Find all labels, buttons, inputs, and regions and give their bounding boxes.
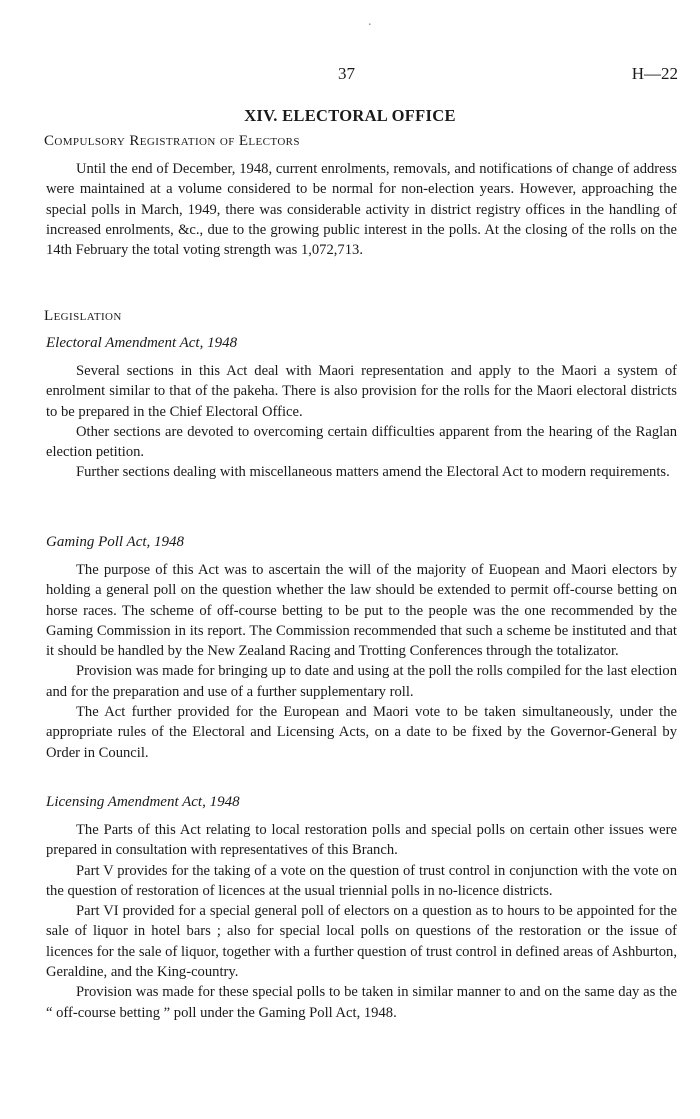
paragraph: The Parts of this Act relating to local restoration polls and special polls on certain other issues were prepared in consultation with representatives of this Branch. bbox=[46, 822, 677, 859]
section-heading: Compulsory Registration of Electors bbox=[44, 133, 300, 149]
section-licensing-amendment-act bbox=[46, 794, 677, 1023]
paragraph: Several sections in this Act deal with Maori representation and apply to the Maori a system of enrolment similar to that of the pakeha. There is also provision for the rolls for the Maori electoral districts to be prepared in the Chief Electoral Office. bbox=[46, 363, 677, 420]
paragraph: The purpose of this Act was to ascertain the will of the majority of Euopean and Maori electors by holding a general poll on the question whether the law should be extended to permit off-course betting on horse races. The scheme of off-course betting to be put to the people was the one recommended by the Gaming Commission in its report. The Commission recommended that such a scheme be instituted and that it should be handled by the New Zealand Racing and Trotting Conferences through the totalizator. bbox=[46, 562, 677, 660]
document-code: H—22 bbox=[631, 64, 678, 83]
paragraph: The Act further provided for the European and Maori vote to be taken simultaneously, under the appropriate rules of the Electoral and Licensing Acts, on a date to be fixed by the Governor-General by Order in Council. bbox=[46, 704, 677, 761]
paragraph: Other sections are devoted to overcoming certain difficulties apparent from the hearing of the Raglan election petition. bbox=[46, 423, 677, 461]
subsection-heading: Electoral Amendment Act, 1948 bbox=[46, 335, 238, 351]
section-gaming-poll-act bbox=[46, 534, 677, 763]
page-number: 37 bbox=[338, 64, 355, 83]
subsection-heading: Gaming Poll Act, 1948 bbox=[46, 534, 185, 550]
section-compulsory-registration bbox=[46, 133, 677, 260]
paragraph: Part V provides for the taking of a vote on the question of trust control in conjunction with the vote on the question of restoration of licences at the usual triennial polls in no-licence districts. bbox=[46, 862, 677, 899]
section-legislation bbox=[46, 308, 677, 325]
section-electoral-amendment-act bbox=[46, 335, 677, 483]
section-heading: Legislation bbox=[44, 308, 122, 324]
page-title: XIV. ELECTORAL OFFICE bbox=[244, 106, 456, 125]
paragraph: Part VI provided for a special general poll of electors on a question as to hours to be appointed for the sale of liquor in hotel bars ; also for special local polls on questions of the restoration or the issue of licences for the sale of liquor, together with a further question of trust control in defined areas of Ashburton, Geraldine, and the King-country. bbox=[46, 903, 677, 981]
subsection-heading: Licensing Amendment Act, 1948 bbox=[46, 794, 240, 810]
paragraph: Until the end of December, 1948, current enrolments, removals, and notifications of change of address were maintained at a volume considered to be normal for non-election years. However, approaching the special polls in March, 1949, there was considerable activity in district registry offices in the handling of increased enrolments, &c., due to the growing public interest in the polls. At the closing of the rolls on the 14th February the total voting strength was 1,072,713. bbox=[46, 161, 677, 259]
page-header bbox=[0, 64, 700, 88]
paragraph: Provision was made for these special polls to be taken in similar manner to and on the same day as the “ off-course betting ” poll under the Gaming Poll Act, 1948. bbox=[46, 984, 677, 1021]
paragraph: Further sections dealing with miscellaneous matters amend the Electoral Act to modern requirements. bbox=[76, 464, 670, 481]
dot-mark: . bbox=[368, 14, 372, 29]
paragraph: Provision was made for bringing up to date and using at the poll the rolls compiled for the last election and for the preparation and use of a further supplementary roll. bbox=[46, 663, 677, 700]
